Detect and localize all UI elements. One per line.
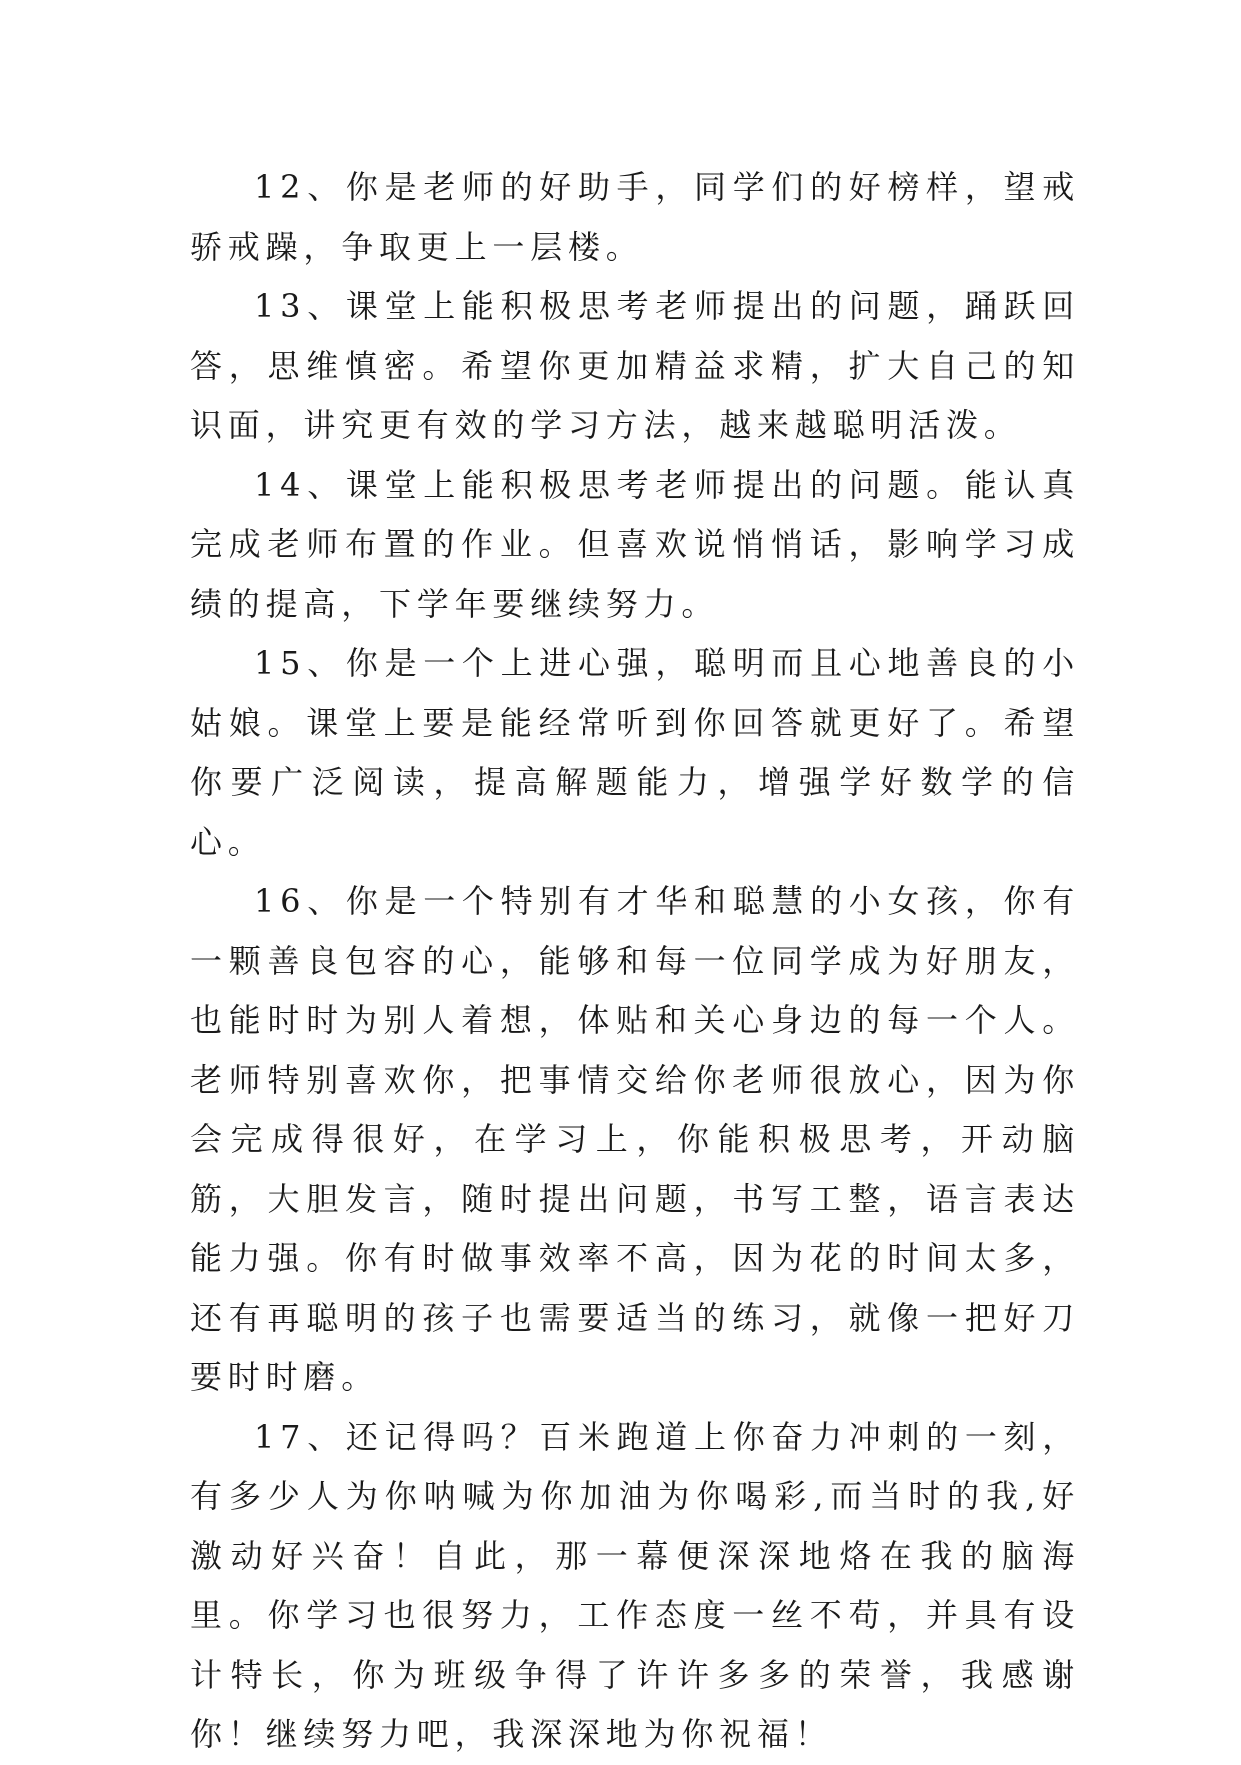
paragraph-13: 13、课堂上能积极思考老师提出的问题，踊跃回答，思维慎密。希望你更加精益求精，扩大自己的知识面，讲究更有效的学习方法，越来越聪明活泼。 — [190, 287, 1080, 444]
paragraph-17: 17、还记得吗？百米跑道上你奋力冲刺的一刻，有多少人为你呐喊为你加油为你喝彩,而当时的我,好激动好兴奋！自此，那一幕便深深地烙在我的脑海里。你学习也很努力，工作态度一丝不苟，并具有设计特长，你为班级争得了许许多多的荣誉，我感谢你！继续努力吧，我深深地为你祝福！ — [190, 1417, 1080, 1753]
paragraph-16: 16、你是一个特别有才华和聪慧的小女孩，你有一颗善良包容的心，能够和每一位同学成为好朋友，也能时时为别人着想，体贴和关心身边的每一个人。老师特别喜欢你，把事情交给你老师很放心，因为你会完成得很好，在学习上，你能积极思考，开动脑筋，大胆发言，随时提出问题，书写工整，语言表达能力强。你有时做事效率不高，因为花的时间太多，还有再聪明的孩子也需要适当的练习，就像一把好刀要时时磨。 — [190, 882, 1080, 1396]
paragraph-15: 15、你是一个上进心强，聪明而且心地善良的小姑娘。课堂上要是能经常听到你回答就更好了。希望你要广泛阅读，提高解题能力，增强学好数学的信心。 — [190, 644, 1080, 861]
paragraph-12: 12、你是老师的好助手，同学们的好榜样，望戒骄戒躁，争取更上一层楼。 — [190, 168, 1080, 266]
document-body — [190, 158, 1080, 1765]
paragraph-14: 14、课堂上能积极思考老师提出的问题。能认真完成老师布置的作业。但喜欢说悄悄话，影响学习成绩的提高，下学年要继续努力。 — [190, 465, 1080, 623]
